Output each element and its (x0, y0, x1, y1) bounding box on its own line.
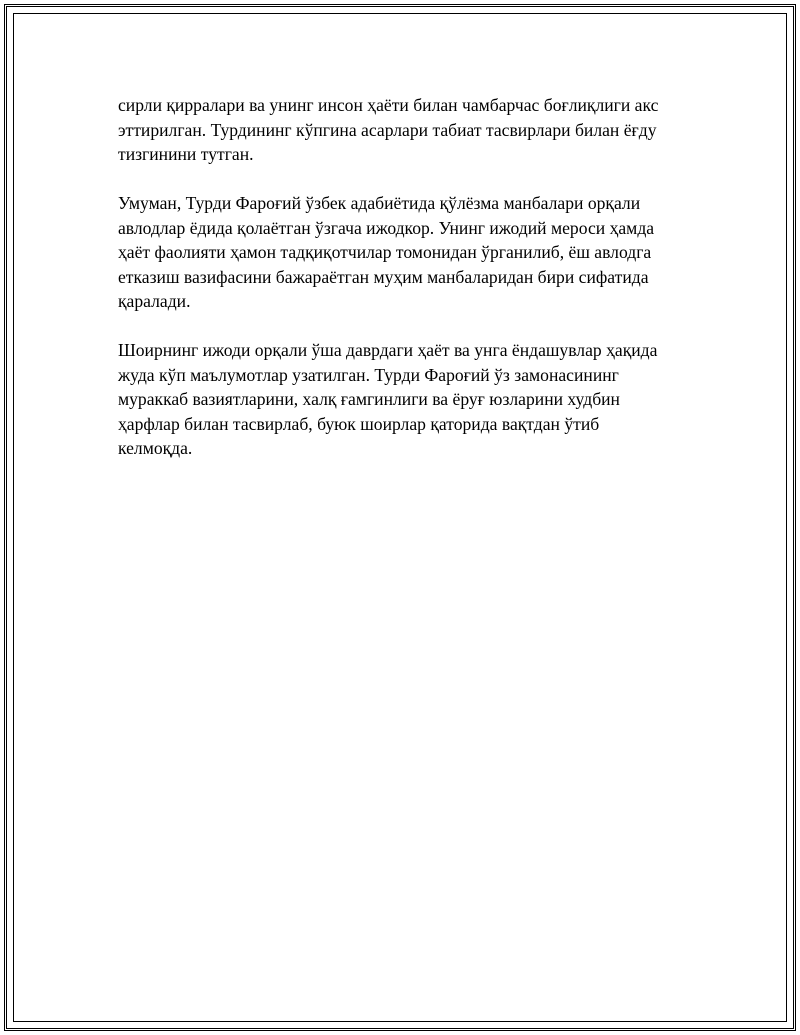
document-body (118, 93, 698, 485)
text-line: сирли қирралари ва унинг инсон ҳаёти билан чамбарчас боғлиқлиги акс (118, 95, 659, 115)
paragraph-2 (118, 191, 698, 314)
text-line: жуда кўп маълумотлар узатилган. Турди Фароғий ўз замонасининг (118, 364, 619, 385)
text-line: авлодлар ёдида қолаётган ўзгача ижодкор. Унинг ижодий мероси ҳамда (118, 217, 655, 238)
text-line: етказиш вазифасини бажараётган муҳим манбаларидан бири сифатида (118, 266, 649, 287)
paragraph-1 (118, 93, 698, 167)
paragraph-3 (118, 338, 698, 461)
text-line: Шоирнинг ижоди орқали ўша даврдаги ҳаёт ва унга ёндашувлар ҳақида (118, 340, 658, 360)
text-line: қаралади. (118, 291, 191, 311)
text-line: ҳаёт фаолияти ҳамон тадқиқотчилар томонидан ўрганилиб, ёш авлодга (118, 242, 652, 262)
text-line: ҳарфлар билан тасвирлаб, буюк шоирлар қаторида вақтдан ўтиб (118, 413, 600, 434)
text-line: мураккаб вазиятларини, халқ ғамгинлиги ва ёруғ юзларини худбин (118, 389, 620, 409)
text-line: тизгинини тутган. (118, 144, 254, 164)
text-line: эттирилган. Турдининг кўпгина асарлари табиат тасвирлари билан ёғду (118, 119, 657, 140)
text-line: Умуман, Турди Фароғий ўзбек адабиётида қўлёзма манбалари орқали (118, 193, 641, 213)
text-line: келмоқда. (118, 438, 193, 458)
